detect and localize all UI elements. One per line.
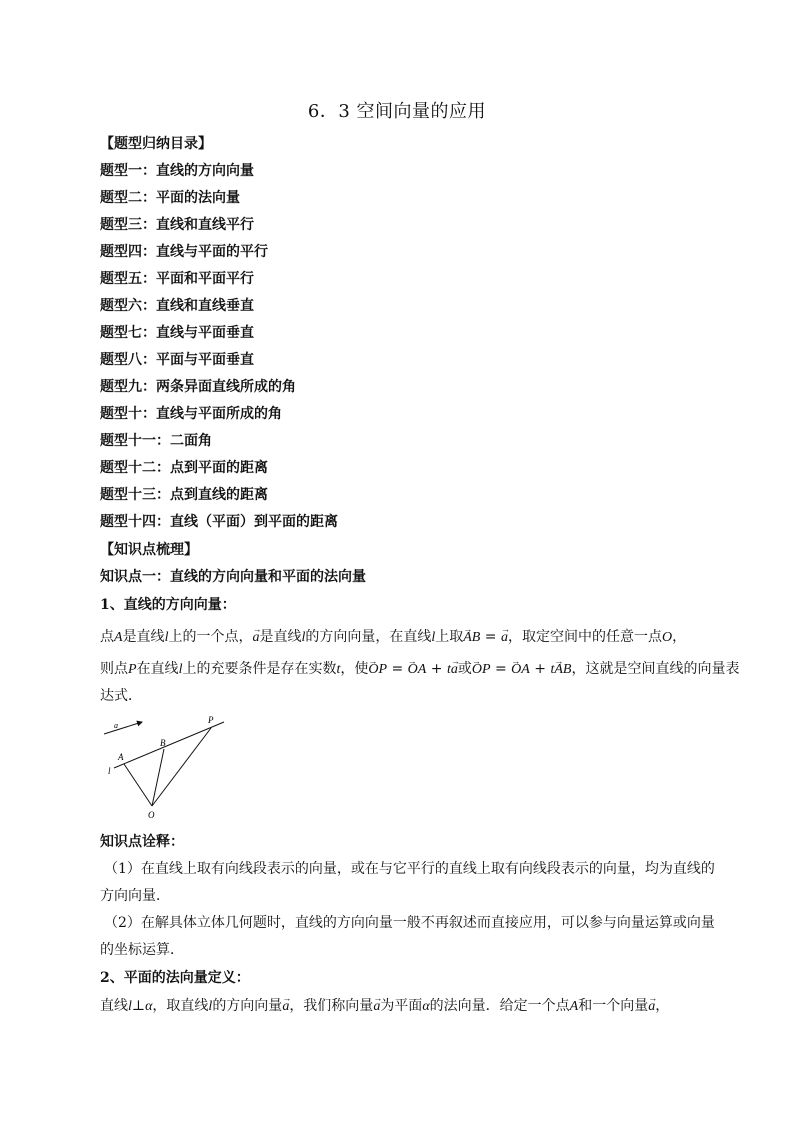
vector-ab: → AB <box>554 660 571 680</box>
note-paragraph: （2）在解具体立体几何题时，直线的方向向量一般不再叙述而直接应用，可以参与向量运算或向量的坐标运算． <box>100 915 715 958</box>
catalog-item: 题型八：平面与平面垂直 <box>100 352 254 368</box>
catalog-item: 题型十四：直线（平面）到平面的距离 <box>100 514 338 530</box>
figure-label-O: O <box>148 810 155 820</box>
note-paragraph: （1）在直线上取有向线段表示的向量，或在与它平行的直线上取有向线段表示的向量，均为直线的方向向量． <box>100 861 715 904</box>
figure-label-a: a <box>114 721 118 730</box>
vector-a: → a <box>252 628 259 648</box>
vector-a: → a <box>373 997 380 1017</box>
knowledge-header: 【知识点梳理】 <box>100 542 198 558</box>
section-heading: 1、直线的方向向量： <box>100 597 236 613</box>
vector-a: → a <box>282 997 289 1017</box>
vector-a: → a <box>451 660 458 680</box>
vector-op: → OP <box>368 660 387 680</box>
page-title: 6．3 空间向量的应用 <box>307 101 487 122</box>
catalog-item: 题型五：平面和平面平行 <box>100 271 254 287</box>
catalog-item: 题型十三：点到直线的距离 <box>100 487 268 503</box>
catalog-header: 【题型归纳目录】 <box>100 136 212 152</box>
paragraph-line: 达式． <box>100 688 142 704</box>
vector-a: → a <box>501 628 508 648</box>
paragraph-line: 点A是直线l上的一个点，→ a是直线l的方向向量，在直线l上取→ AB = → a，取定空间中的任意一点O， <box>100 627 686 648</box>
figure-label-B: B <box>160 738 166 748</box>
vector-op: → OP <box>472 660 491 680</box>
catalog-item: 题型六：直线和直线垂直 <box>100 298 254 314</box>
segment-oa <box>124 764 152 806</box>
catalog-item: 题型三：直线和直线平行 <box>100 217 254 233</box>
catalog-item: 题型四：直线与平面的平行 <box>100 244 268 260</box>
vector-a: → a <box>648 997 655 1017</box>
paragraph-line: 直线l⊥α，取直线l的方向向量→ a，我们称向量→ a为平面α的法向量．给定一个点A和一个向量→ a， <box>100 996 669 1017</box>
section-heading: 2、平面的法向量定义： <box>100 970 250 986</box>
catalog-item: 题型七：直线与平面垂直 <box>100 325 254 341</box>
paragraph-line: 则点P在直线l上的充要条件是存在实数t，使→ OP = → OA + t→ a或→ OP = → OA + t→ AB，这就是空间直线的向量表 <box>100 659 739 680</box>
figure-label-P: P <box>208 715 214 725</box>
line-l <box>114 722 224 768</box>
line-vector-figure <box>100 712 230 822</box>
catalog-item: 题型十：直线与平面所成的角 <box>100 406 282 422</box>
vector-a-arrow <box>104 722 142 734</box>
figure-label-l: l <box>108 766 111 776</box>
vector-oa: → OA <box>408 660 427 680</box>
catalog-item: 题型二：平面的法向量 <box>100 190 240 206</box>
catalog-item: 题型一：直线的方向向量 <box>100 163 254 179</box>
catalog-item: 题型九：两条异面直线所成的角 <box>100 379 296 395</box>
knowledge-point-title: 知识点一：直线的方向向量和平面的法向量 <box>100 569 366 585</box>
catalog-item: 题型十二：点到平面的距离 <box>100 460 268 476</box>
figure-label-A: A <box>118 752 124 762</box>
vector-oa: → OA <box>511 660 530 680</box>
note-title: 知识点诠释： <box>100 834 184 850</box>
catalog-item: 题型十一：二面角 <box>100 433 212 449</box>
vector-ab: → AB <box>463 628 480 648</box>
